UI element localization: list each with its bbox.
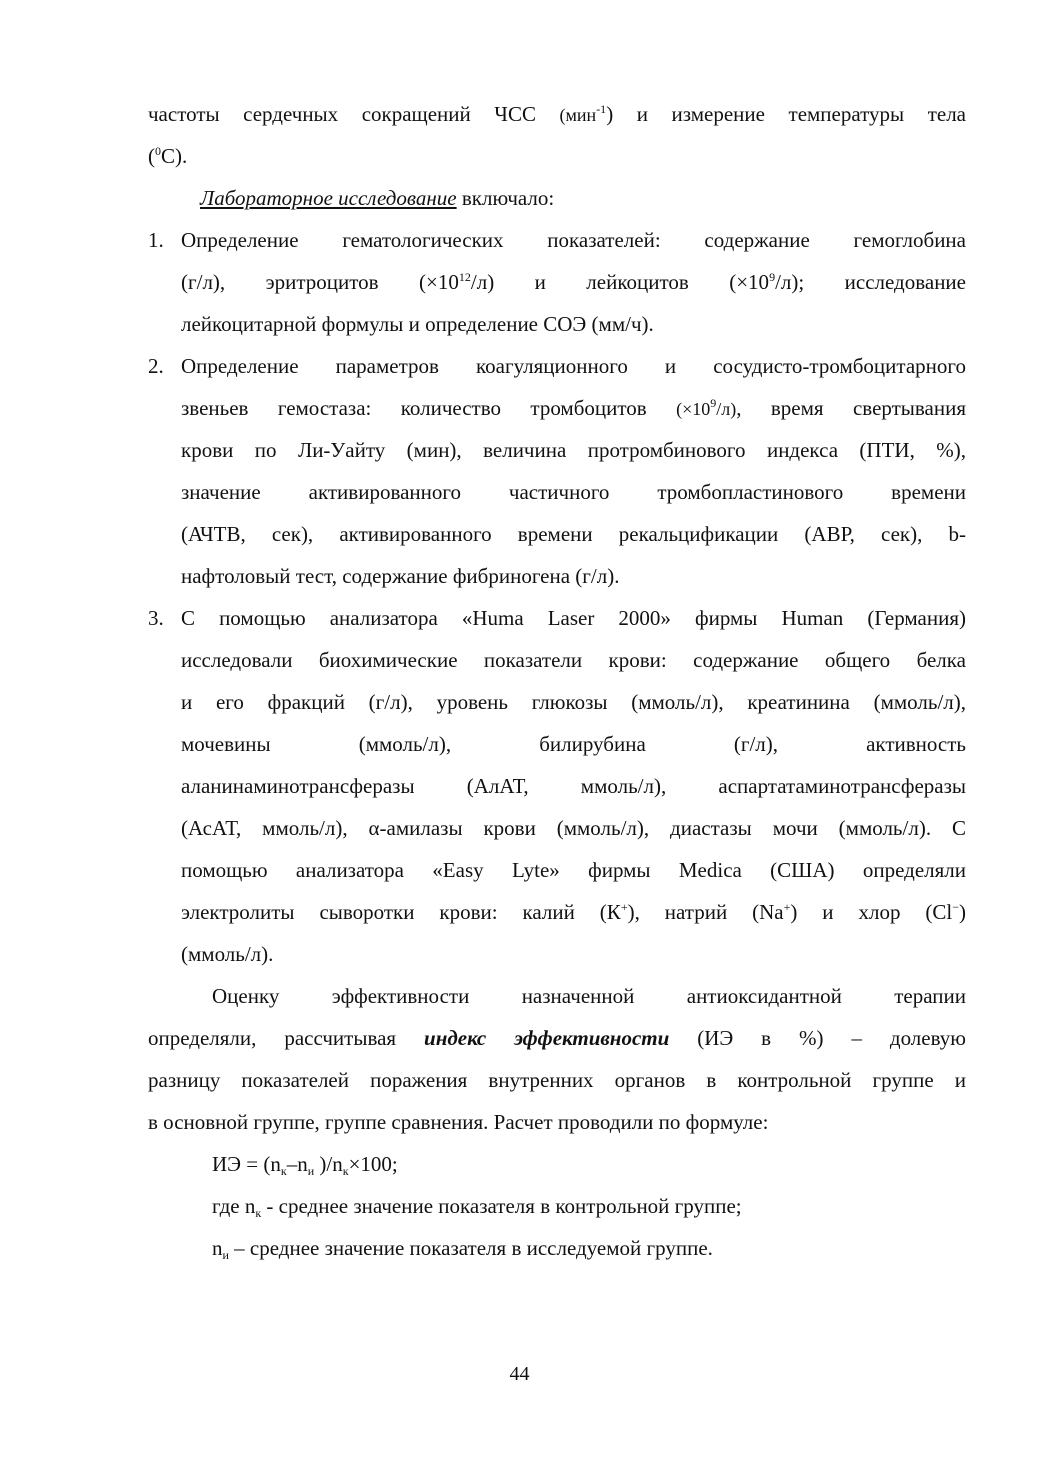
formula: ИЭ = ($n_к-n_и$ )$/n_к\times 100$; [212,1152,398,1178]
lab-heading: Лабораторное исследование [200,186,457,210]
efficiency-index-term: индекс эффективности [424,1026,670,1050]
formula-definition: где $n_к$ - среднее значение показателя в контрольной группе; [212,1194,742,1220]
formula-definition: $n_и$ – среднее значение показателя в исследуемой группе. [212,1236,713,1262]
list-item: 3. С помощью анализатора «Huma Laser 2000» фирмы Human (Германия) исследовали биохимические показатели крови: содержание общего белка и его фракций (г/л), уровень глюкозы (ммоль/л), креатинина (ммоль/л), мочевины (ммоль/л), билирубина (г/л), активность аланинаминотрансферазы (АлАТ, ммоль/л), аспартатаминотрансферазы (АсАТ, ммоль/л), α-амилазы крови (ммоль/л), диастазы мочи (ммоль/л). С помощью анализатора «Easy Lyte» фирмы Medica (США) определяли электролиты сыворотки крови: калий (К+), натрий (Na+) и хлор (Cl−) (ммоль/л). [148,606,966,966]
lab-heading-line: Лабораторное исследование включало: [200,186,555,210]
page-number: 44 [509,1363,530,1385]
paragraph-line: частоты сердечных сокращений ЧСС (мин$^{-1}$) и измерение температуры тела [148,102,966,126]
efficiency-paragraph: Оценку эффективности назначенной антиоксидантной терапии определяли, рассчитывая индекс эффективности (ИЭ в %) – долевую разницу показателей поражения внутренних органов в контрольной группе и в основной группе, группе сравнения. Расчет проводили по формуле: [148,984,966,1134]
list-item: 1. Определение гематологических показателей: содержание гемоглобина (г/л), эритроцитов $(\times 10^{12}/л)$ и лейкоцитов $(\times 10^9/л)$; исследование лейкоцитарной формулы и определение СОЭ (мм/ч). [148,228,966,336]
list-item: 2. Определение параметров коагуляционного и сосудисто-тромбоцитарного звеньев гемостаза: количество тромбоцитов $(\times 10^9/л)$, время свертывания крови по Ли-Уайту (мин), величина протромбинового индекса (ПТИ, %), значение активированного частичного тромбопластинового времени (АЧТВ, сек), активированного времени рекальцификации (АВР, сек), b- нафтоловый тест, содержание фибриногена (г/л). [148,354,966,588]
paragraph-line: ($^0$С). [148,144,188,168]
document-page [148,93,966,1269]
